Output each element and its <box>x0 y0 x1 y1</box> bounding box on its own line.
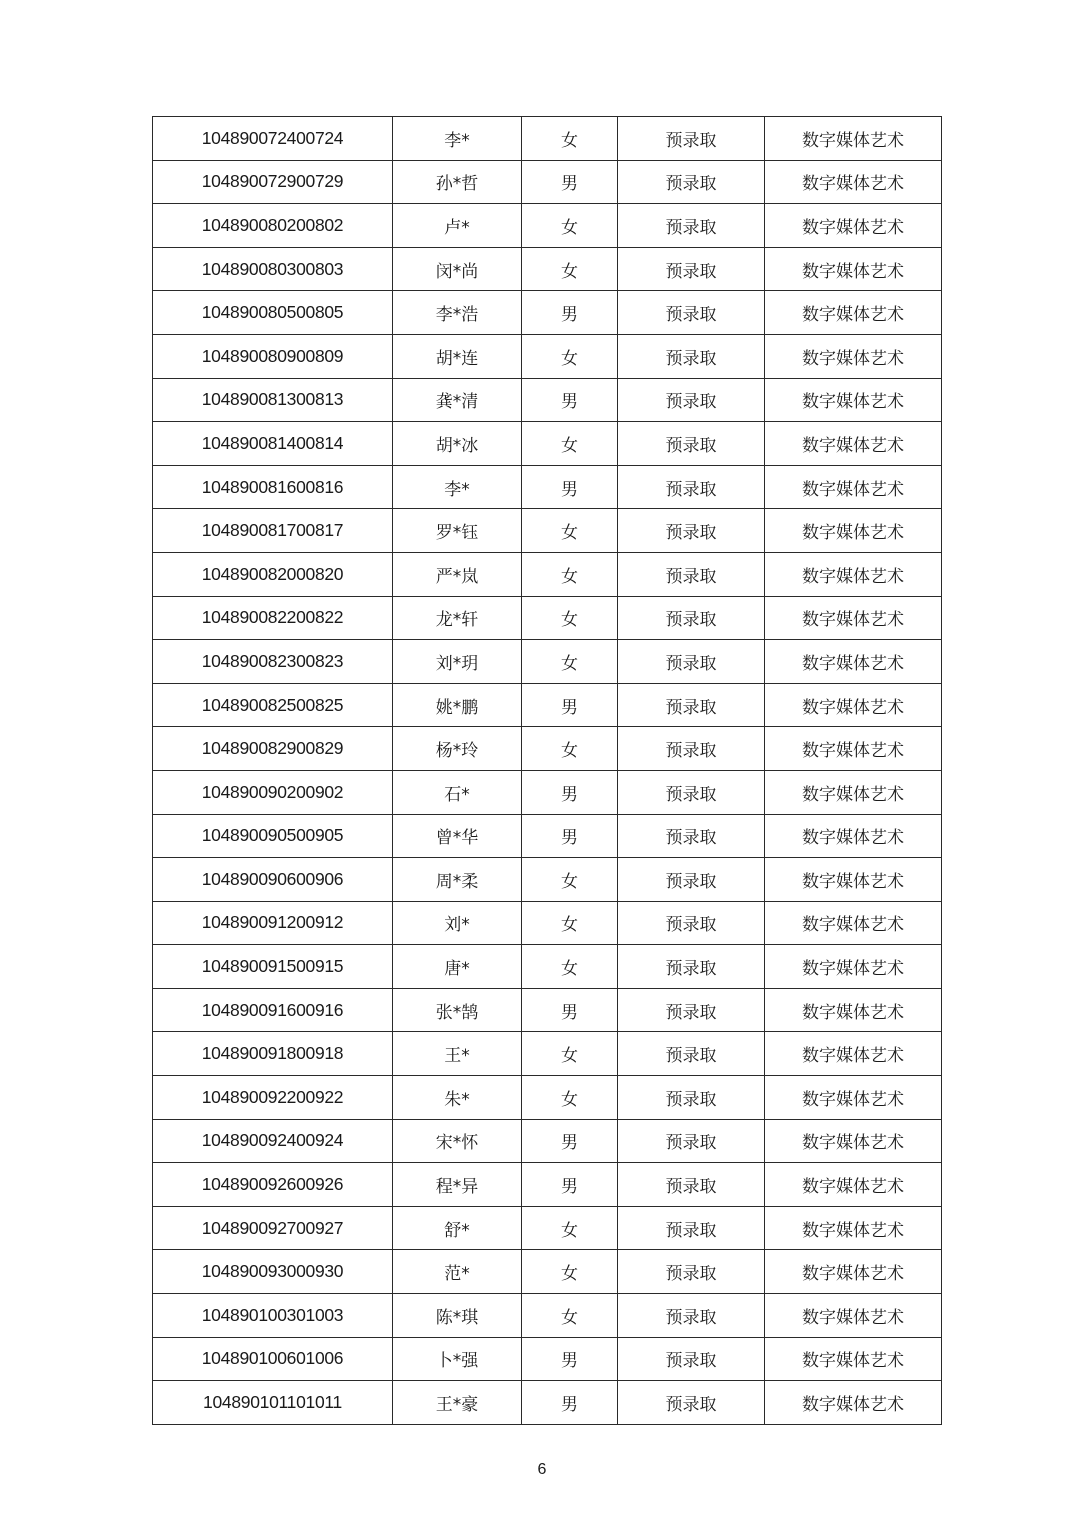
gender-cell: 女 <box>522 247 618 291</box>
exam-number-cell: 104890081700817 <box>153 509 393 553</box>
gender-cell: 男 <box>522 160 618 204</box>
gender-cell: 女 <box>522 901 618 945</box>
name-cell: 朱* <box>393 1076 522 1120</box>
status-cell: 预录取 <box>618 1250 765 1294</box>
name-cell: 宋*怀 <box>393 1119 522 1163</box>
major-cell: 数字媒体艺术 <box>765 160 942 204</box>
table-row <box>153 596 942 640</box>
major-cell: 数字媒体艺术 <box>765 422 942 466</box>
gender-cell: 男 <box>522 1381 618 1425</box>
table-row <box>153 1032 942 1076</box>
name-cell: 王*豪 <box>393 1381 522 1425</box>
exam-number-cell: 104890080200802 <box>153 204 393 248</box>
gender-cell: 男 <box>522 814 618 858</box>
major-cell: 数字媒体艺术 <box>765 945 942 989</box>
name-cell: 曾*华 <box>393 814 522 858</box>
name-cell: 严*岚 <box>393 552 522 596</box>
name-cell: 罗*钰 <box>393 509 522 553</box>
exam-number-cell: 104890092400924 <box>153 1119 393 1163</box>
name-cell: 闵*尚 <box>393 247 522 291</box>
gender-cell: 女 <box>522 858 618 902</box>
gender-cell: 男 <box>522 1337 618 1381</box>
major-cell: 数字媒体艺术 <box>765 858 942 902</box>
major-cell: 数字媒体艺术 <box>765 1206 942 1250</box>
table-row <box>153 1250 942 1294</box>
exam-number-cell: 104890081600816 <box>153 465 393 509</box>
status-cell: 预录取 <box>618 160 765 204</box>
exam-number-cell: 104890082200822 <box>153 596 393 640</box>
table-row <box>153 1206 942 1250</box>
table-row <box>153 117 942 161</box>
gender-cell: 男 <box>522 1163 618 1207</box>
status-cell: 预录取 <box>618 291 765 335</box>
status-cell: 预录取 <box>618 509 765 553</box>
exam-number-cell: 104890082300823 <box>153 640 393 684</box>
major-cell: 数字媒体艺术 <box>765 814 942 858</box>
exam-number-cell: 104890072400724 <box>153 117 393 161</box>
table-row <box>153 770 942 814</box>
exam-number-cell: 104890081300813 <box>153 378 393 422</box>
name-cell: 程*异 <box>393 1163 522 1207</box>
gender-cell: 女 <box>522 596 618 640</box>
exam-number-cell: 104890090600906 <box>153 858 393 902</box>
exam-number-cell: 104890080300803 <box>153 247 393 291</box>
table-row <box>153 204 942 248</box>
major-cell: 数字媒体艺术 <box>765 204 942 248</box>
name-cell: 胡*冰 <box>393 422 522 466</box>
gender-cell: 女 <box>522 945 618 989</box>
status-cell: 预录取 <box>618 117 765 161</box>
major-cell: 数字媒体艺术 <box>765 988 942 1032</box>
exam-number-cell: 104890093000930 <box>153 1250 393 1294</box>
major-cell: 数字媒体艺术 <box>765 596 942 640</box>
name-cell: 李* <box>393 117 522 161</box>
status-cell: 预录取 <box>618 247 765 291</box>
gender-cell: 女 <box>522 1032 618 1076</box>
major-cell: 数字媒体艺术 <box>765 1119 942 1163</box>
table-row <box>153 1381 942 1425</box>
table-row <box>153 988 942 1032</box>
status-cell: 预录取 <box>618 552 765 596</box>
major-cell: 数字媒体艺术 <box>765 901 942 945</box>
exam-number-cell: 104890091200912 <box>153 901 393 945</box>
page-number: 6 <box>537 1461 547 1478</box>
exam-number-cell: 104890090200902 <box>153 770 393 814</box>
gender-cell: 女 <box>522 1294 618 1338</box>
table-row <box>153 1119 942 1163</box>
status-cell: 预录取 <box>618 901 765 945</box>
name-cell: 陈*琪 <box>393 1294 522 1338</box>
major-cell: 数字媒体艺术 <box>765 1294 942 1338</box>
gender-cell: 男 <box>522 770 618 814</box>
exam-number-cell: 104890080500805 <box>153 291 393 335</box>
status-cell: 预录取 <box>618 1163 765 1207</box>
major-cell: 数字媒体艺术 <box>765 683 942 727</box>
major-cell: 数字媒体艺术 <box>765 770 942 814</box>
major-cell: 数字媒体艺术 <box>765 465 942 509</box>
table-row <box>153 727 942 771</box>
gender-cell: 男 <box>522 465 618 509</box>
gender-cell: 女 <box>522 422 618 466</box>
status-cell: 预录取 <box>618 1032 765 1076</box>
status-cell: 预录取 <box>618 640 765 684</box>
table-row <box>153 1337 942 1381</box>
name-cell: 李*浩 <box>393 291 522 335</box>
major-cell: 数字媒体艺术 <box>765 1032 942 1076</box>
table-row <box>153 509 942 553</box>
gender-cell: 女 <box>522 552 618 596</box>
status-cell: 预录取 <box>618 204 765 248</box>
table-row <box>153 1163 942 1207</box>
gender-cell: 女 <box>522 334 618 378</box>
table-row <box>153 1294 942 1338</box>
gender-cell: 男 <box>522 988 618 1032</box>
major-cell: 数字媒体艺术 <box>765 509 942 553</box>
gender-cell: 女 <box>522 1250 618 1294</box>
exam-number-cell: 104890100301003 <box>153 1294 393 1338</box>
name-cell: 王* <box>393 1032 522 1076</box>
name-cell: 唐* <box>393 945 522 989</box>
major-cell: 数字媒体艺术 <box>765 727 942 771</box>
major-cell: 数字媒体艺术 <box>765 247 942 291</box>
exam-number-cell: 104890092200922 <box>153 1076 393 1120</box>
status-cell: 预录取 <box>618 422 765 466</box>
name-cell: 张*鹄 <box>393 988 522 1032</box>
table-row <box>153 291 942 335</box>
status-cell: 预录取 <box>618 814 765 858</box>
table-row <box>153 422 942 466</box>
exam-number-cell: 104890091800918 <box>153 1032 393 1076</box>
gender-cell: 女 <box>522 204 618 248</box>
major-cell: 数字媒体艺术 <box>765 117 942 161</box>
status-cell: 预录取 <box>618 858 765 902</box>
table-row <box>153 901 942 945</box>
exam-number-cell: 104890092700927 <box>153 1206 393 1250</box>
exam-number-cell: 104890090500905 <box>153 814 393 858</box>
admission-table-body <box>153 117 942 1425</box>
gender-cell: 女 <box>522 1206 618 1250</box>
major-cell: 数字媒体艺术 <box>765 1250 942 1294</box>
status-cell: 预录取 <box>618 334 765 378</box>
table-row <box>153 1076 942 1120</box>
name-cell: 胡*连 <box>393 334 522 378</box>
name-cell: 杨*玲 <box>393 727 522 771</box>
major-cell: 数字媒体艺术 <box>765 1163 942 1207</box>
name-cell: 范* <box>393 1250 522 1294</box>
table-row <box>153 334 942 378</box>
status-cell: 预录取 <box>618 1119 765 1163</box>
exam-number-cell: 104890092600926 <box>153 1163 393 1207</box>
exam-number-cell: 104890100601006 <box>153 1337 393 1381</box>
status-cell: 预录取 <box>618 378 765 422</box>
table-row <box>153 160 942 204</box>
table-row <box>153 465 942 509</box>
exam-number-cell: 104890081400814 <box>153 422 393 466</box>
name-cell: 卢* <box>393 204 522 248</box>
table-row <box>153 814 942 858</box>
gender-cell: 男 <box>522 683 618 727</box>
major-cell: 数字媒体艺术 <box>765 552 942 596</box>
gender-cell: 男 <box>522 1119 618 1163</box>
gender-cell: 女 <box>522 727 618 771</box>
exam-number-cell: 104890091500915 <box>153 945 393 989</box>
table-row <box>153 683 942 727</box>
status-cell: 预录取 <box>618 683 765 727</box>
status-cell: 预录取 <box>618 945 765 989</box>
gender-cell: 女 <box>522 117 618 161</box>
status-cell: 预录取 <box>618 1206 765 1250</box>
name-cell: 刘* <box>393 901 522 945</box>
exam-number-cell: 104890082500825 <box>153 683 393 727</box>
name-cell: 李* <box>393 465 522 509</box>
table-row <box>153 247 942 291</box>
name-cell: 周*柔 <box>393 858 522 902</box>
status-cell: 预录取 <box>618 1294 765 1338</box>
major-cell: 数字媒体艺术 <box>765 378 942 422</box>
status-cell: 预录取 <box>618 770 765 814</box>
major-cell: 数字媒体艺术 <box>765 640 942 684</box>
major-cell: 数字媒体艺术 <box>765 1076 942 1120</box>
major-cell: 数字媒体艺术 <box>765 1337 942 1381</box>
name-cell: 孙*哲 <box>393 160 522 204</box>
gender-cell: 女 <box>522 1076 618 1120</box>
status-cell: 预录取 <box>618 988 765 1032</box>
name-cell: 龙*轩 <box>393 596 522 640</box>
table-row <box>153 640 942 684</box>
admission-table <box>152 116 942 1425</box>
status-cell: 预录取 <box>618 727 765 771</box>
major-cell: 数字媒体艺术 <box>765 1381 942 1425</box>
table-row <box>153 378 942 422</box>
name-cell: 刘*玥 <box>393 640 522 684</box>
table-row <box>153 552 942 596</box>
status-cell: 预录取 <box>618 1337 765 1381</box>
exam-number-cell: 104890082900829 <box>153 727 393 771</box>
exam-number-cell: 104890091600916 <box>153 988 393 1032</box>
name-cell: 石* <box>393 770 522 814</box>
status-cell: 预录取 <box>618 465 765 509</box>
exam-number-cell: 104890072900729 <box>153 160 393 204</box>
status-cell: 预录取 <box>618 596 765 640</box>
name-cell: 龚*清 <box>393 378 522 422</box>
gender-cell: 女 <box>522 509 618 553</box>
name-cell: 卜*强 <box>393 1337 522 1381</box>
name-cell: 姚*鹏 <box>393 683 522 727</box>
exam-number-cell: 104890101101011 <box>153 1381 393 1425</box>
exam-number-cell: 104890082000820 <box>153 552 393 596</box>
status-cell: 预录取 <box>618 1076 765 1120</box>
major-cell: 数字媒体艺术 <box>765 334 942 378</box>
major-cell: 数字媒体艺术 <box>765 291 942 335</box>
gender-cell: 女 <box>522 640 618 684</box>
table-row <box>153 945 942 989</box>
gender-cell: 男 <box>522 291 618 335</box>
table-row <box>153 858 942 902</box>
exam-number-cell: 104890080900809 <box>153 334 393 378</box>
status-cell: 预录取 <box>618 1381 765 1425</box>
gender-cell: 男 <box>522 378 618 422</box>
name-cell: 舒* <box>393 1206 522 1250</box>
